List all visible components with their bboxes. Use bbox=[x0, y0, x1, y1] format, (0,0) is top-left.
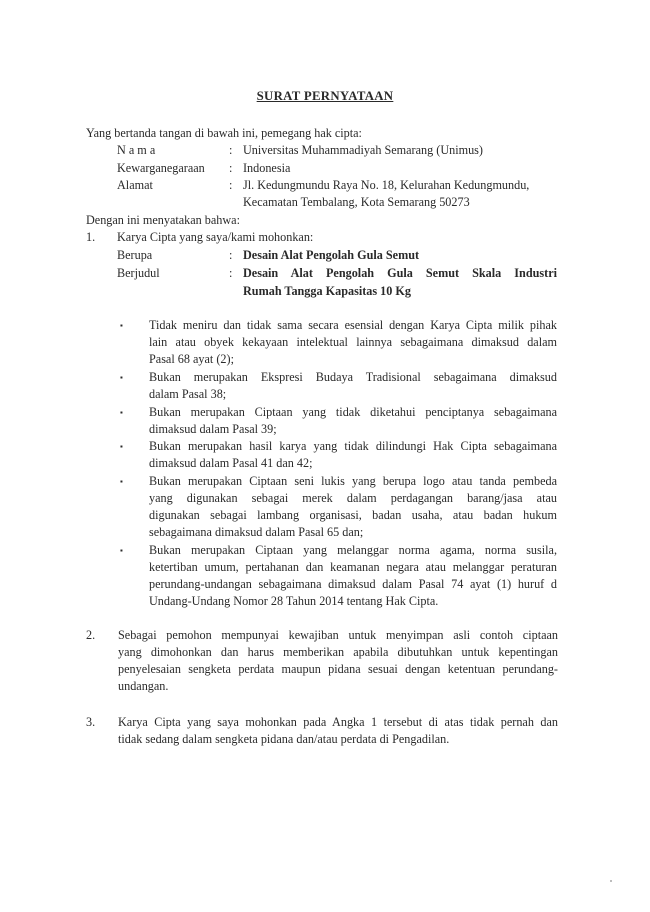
bullet-line: Pasal 68 ayat (2); bbox=[149, 352, 234, 366]
item3-number: 3. bbox=[86, 715, 96, 729]
bullet-line: Tidak meniru dan tidak sama secara esensial dengan Karya Cipta milik pihak bbox=[149, 318, 557, 332]
nama-value: Universitas Muhammadiyah Semarang (Unimus) bbox=[243, 143, 483, 157]
separator: : bbox=[229, 266, 233, 280]
scan-artifact bbox=[610, 880, 612, 882]
bullet-line: dimaksud dalam Pasal 41 dan 42; bbox=[149, 456, 313, 470]
berupa-value: Desain Alat Pengolah Gula Semut bbox=[243, 248, 420, 262]
document-title: SURAT PERNYATAAN bbox=[256, 89, 394, 103]
item3-line: tidak sedang dalam sengketa pidana dan/atau perdata di Pengadilan. bbox=[118, 732, 450, 746]
alamat-line1: Jl. Kedungmundu Raya No. 18, Kelurahan Kedungmundu, bbox=[243, 178, 530, 192]
bullet-line: Bukan merupakan Ciptaan yang melanggar norma agama, norma susila, bbox=[149, 543, 557, 557]
item2-number: 2. bbox=[86, 628, 96, 642]
bullet-marker: ▪ bbox=[120, 373, 123, 382]
separator: : bbox=[229, 248, 233, 262]
separator: : bbox=[229, 143, 233, 157]
alamat-line2: Kecamatan Tembalang, Kota Semarang 50273 bbox=[243, 195, 470, 209]
item2-line: undangan. bbox=[118, 679, 169, 693]
bullet-line: Bukan merupakan Ekspresi Budaya Tradisional sebagaimana dimaksud bbox=[149, 370, 557, 384]
bullet-line: sebagaimana dimaksud dalam Pasal 65 dan; bbox=[149, 525, 364, 539]
bullet-line: Undang-Undang Nomor 28 Tahun 2014 tentang Hak Cipta. bbox=[149, 594, 439, 608]
bullet-marker: ▪ bbox=[120, 321, 123, 330]
bullet-line: Bukan merupakan Ciptaan seni lukis yang berupa logo atau tanda pembeda bbox=[149, 474, 557, 488]
bullet-marker: ▪ bbox=[120, 477, 123, 486]
item2-line: Sebagai pemohon mempunyai kewajiban untuk menyimpan asli contoh ciptaan bbox=[118, 628, 558, 642]
berjudul-label: Berjudul bbox=[117, 266, 160, 280]
bullet-line: Bukan merupakan Ciptaan yang tidak diketahui penciptanya sebagaimana bbox=[149, 405, 557, 419]
nama-label: N a m a bbox=[117, 143, 156, 157]
bullet-line: lain atau obyek kekayaan intelektual lainnya sebagaimana dimaksud dalam bbox=[149, 335, 557, 349]
declaration-intro: Dengan ini menyatakan bahwa: bbox=[86, 213, 240, 227]
separator: : bbox=[229, 178, 233, 192]
item3-line: Karya Cipta yang saya mohonkan pada Angka 1 tersebut di atas tidak pernah dan bbox=[118, 715, 558, 729]
bullet-line: Bukan merupakan hasil karya yang tidak dilindungi Hak Cipta sebagaimana bbox=[149, 439, 557, 453]
bullet-line: ketertiban umum, pertahanan dan keamanan negara atau melanggar peraturan bbox=[149, 560, 557, 574]
kewarganegaraan-value: Indonesia bbox=[243, 161, 291, 175]
item1-number: 1. bbox=[86, 230, 96, 244]
berjudul-line1: Desain Alat Pengolah Gula Semut Skala Industri bbox=[243, 266, 557, 280]
bullet-line: digunakan sebagai lambang organisasi, badan usaha, atau badan hukum bbox=[149, 508, 557, 522]
kewarganegaraan-label: Kewarganegaraan bbox=[117, 161, 205, 175]
bullet-marker: ▪ bbox=[120, 546, 123, 555]
bullet-line: dalam Pasal 38; bbox=[149, 387, 227, 401]
berjudul-line2: Rumah Tangga Kapasitas 10 Kg bbox=[243, 284, 411, 298]
item2-line: penyelesaian sengketa perdata maupun pidana sesuai dengan ketentuan perundang- bbox=[118, 662, 558, 676]
bullet-line: dimaksud dalam Pasal 39; bbox=[149, 422, 277, 436]
bullet-line: perundang-undangan sebagaimana dimaksud dalam Pasal 74 ayat (1) huruf d bbox=[149, 577, 557, 591]
berupa-label: Berupa bbox=[117, 248, 153, 262]
item2-line: yang dimohonkan dan harus memberikan apabila dibutuhkan untuk kepentingan bbox=[118, 645, 558, 659]
bullet-marker: ▪ bbox=[120, 442, 123, 451]
separator: : bbox=[229, 161, 233, 175]
alamat-label: Alamat bbox=[117, 178, 153, 192]
intro-text: Yang bertanda tangan di bawah ini, pemegang hak cipta: bbox=[86, 126, 362, 140]
bullet-marker: ▪ bbox=[120, 408, 123, 417]
bullet-line: yang digunakan sebagai merek dalam perdagangan barang/jasa atau bbox=[149, 491, 557, 505]
item1-text: Karya Cipta yang saya/kami mohonkan: bbox=[117, 230, 314, 244]
